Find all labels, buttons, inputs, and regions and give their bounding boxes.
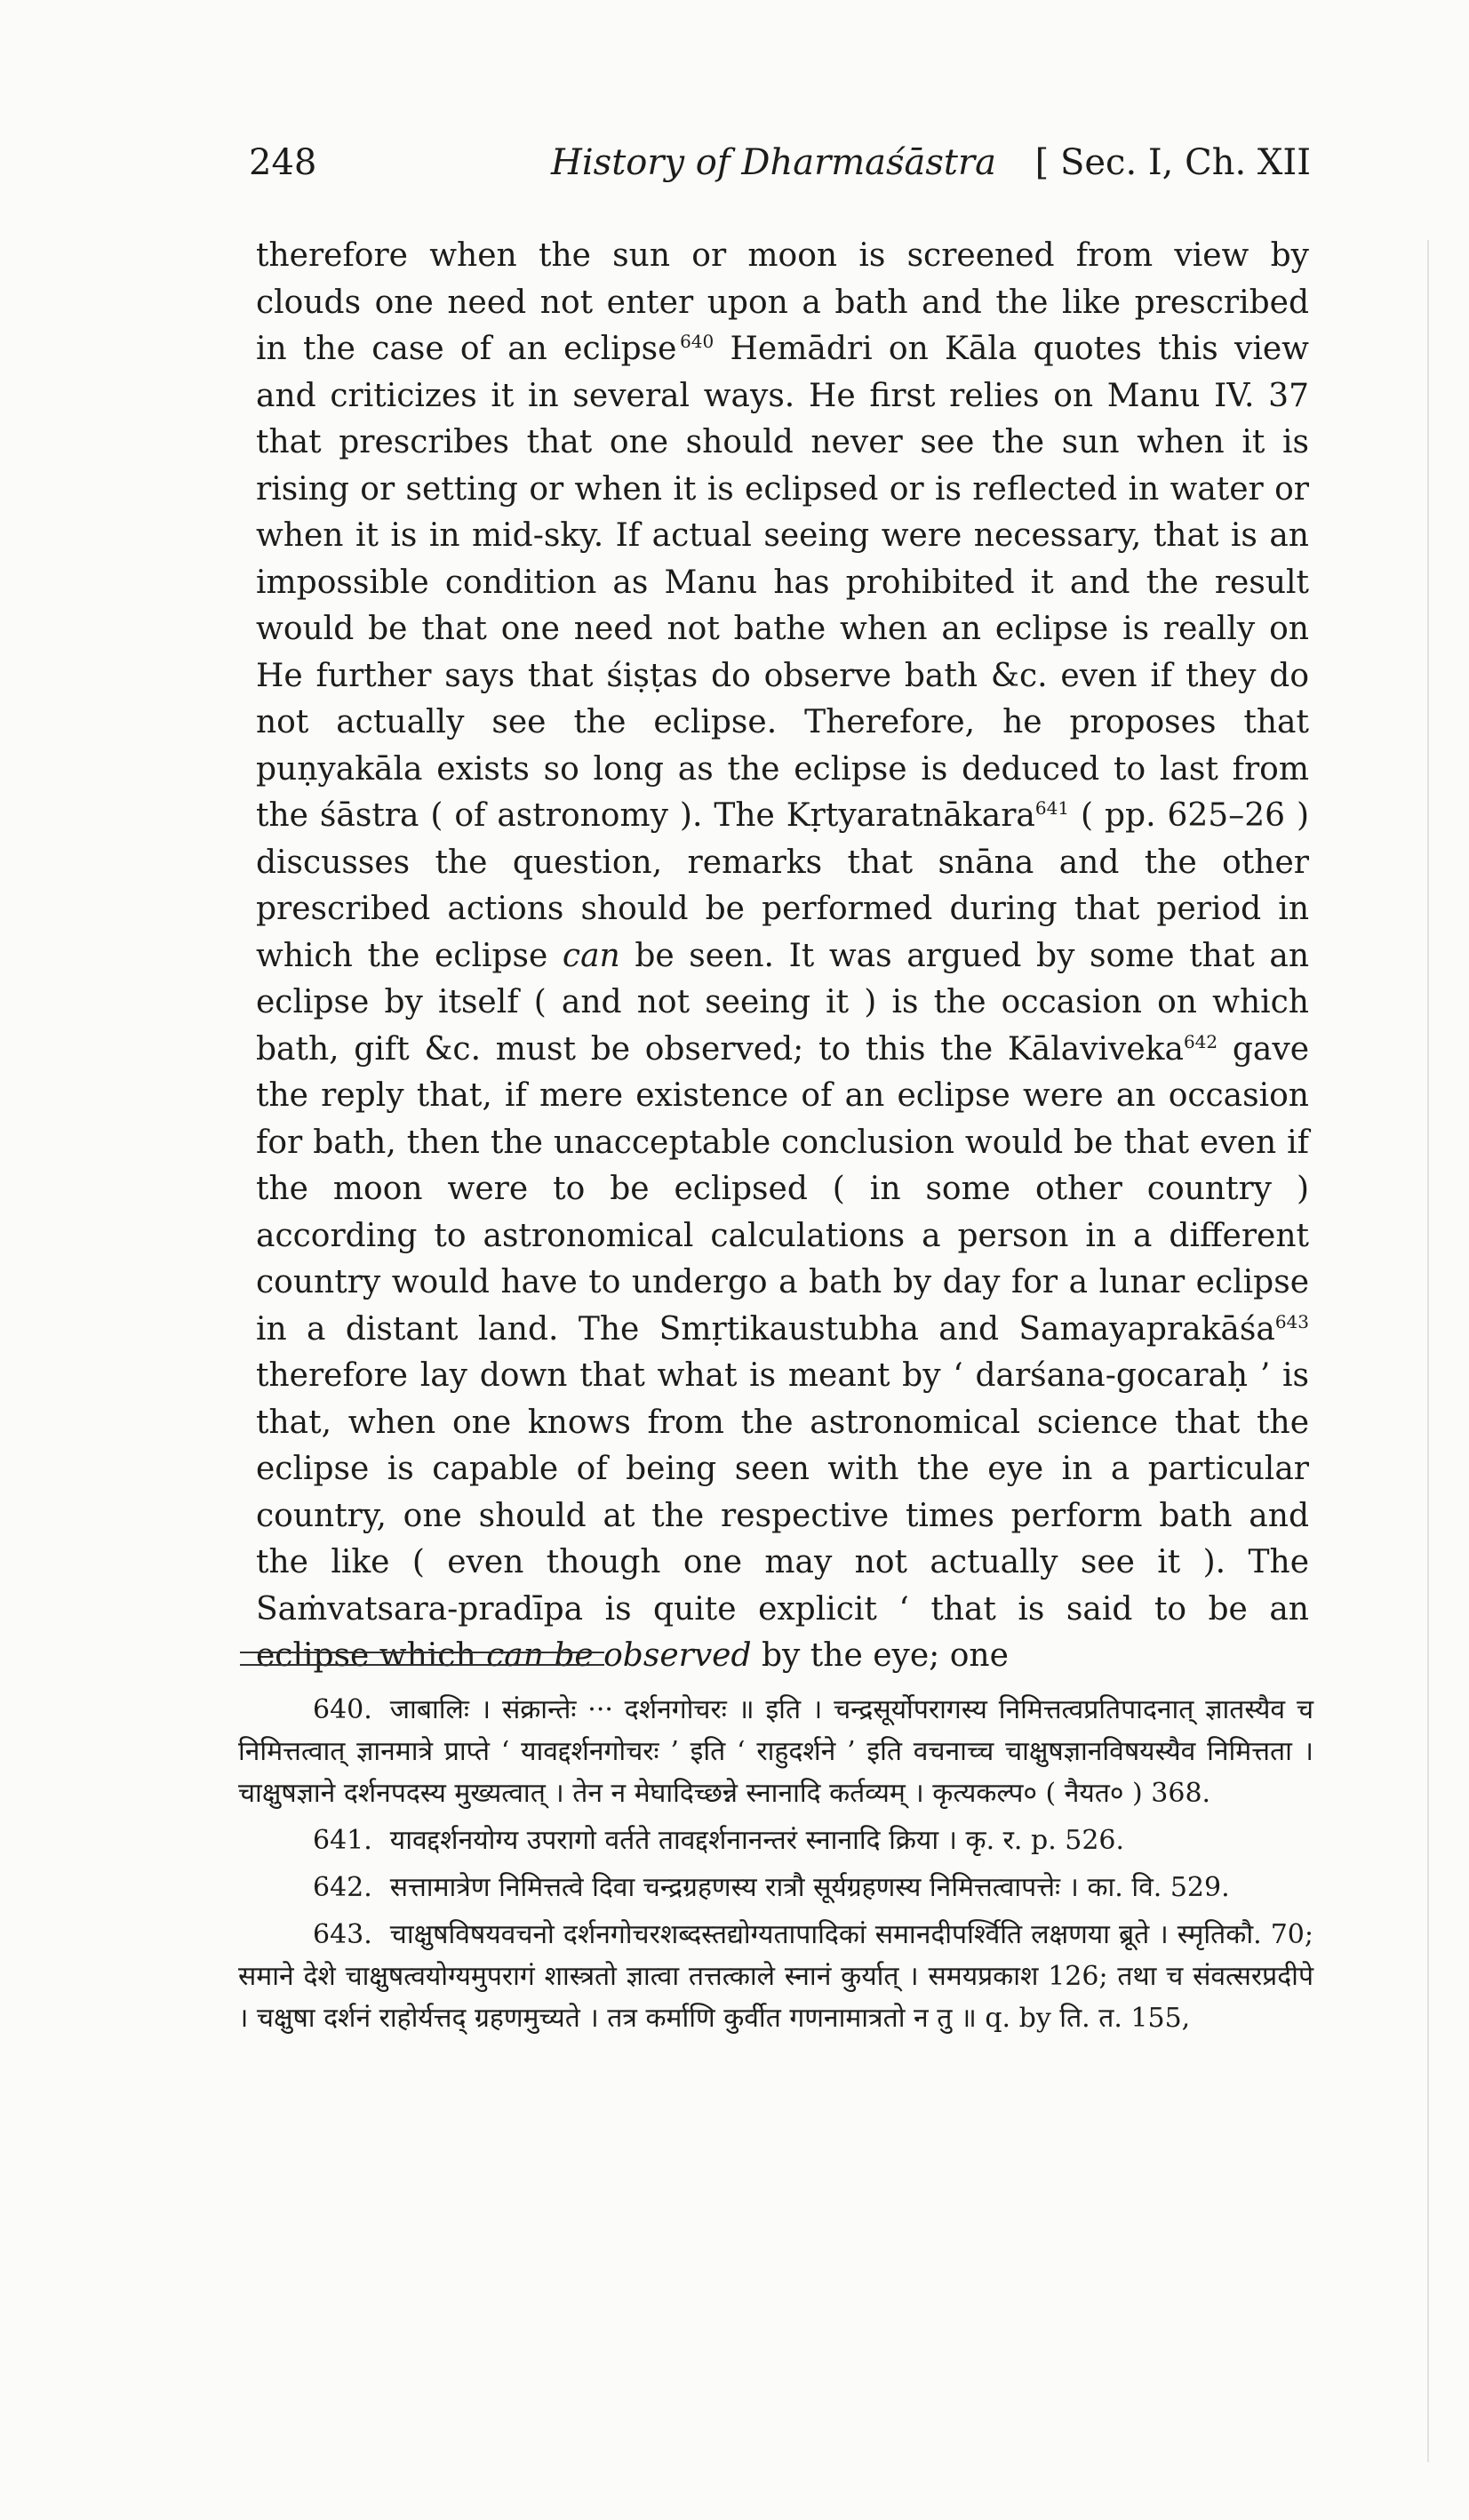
section-reference: [ Sec. I, Ch. XII <box>1034 142 1311 183</box>
text-segment: therefore lay down that what is meant by ‘ darśana-gocaraḥ ’ is that, when one knows from the astronomical science that the eclipse is capable of being seen with the eye in a particular country, one should at the respective times perform bath and the like ( even though one may not actually see it ). The Saṁvatsara-pradīpa is quite explicit ‘ that is said to be an eclipse which <box>256 1357 1309 1674</box>
footnote-text: यावद्दर्शनयोग्य उपरागो वर्तते तावद्दर्शनानन्तरं स्नानादि क्रिया । कृ. र. p. 526. <box>389 1825 1125 1856</box>
emphasis-can: can <box>562 937 620 974</box>
page-number: 248 <box>249 142 317 183</box>
footnote-642 <box>238 1867 1313 1908</box>
emphasis-can-be-observed: can be observed <box>486 1637 752 1674</box>
footnote-ref-642: 642 <box>1183 1030 1218 1052</box>
footnote-number: 641. <box>313 1825 372 1856</box>
text-segment: therefore when the sun or moon is screened from view by clouds one need not enter upon a bath and the like prescribed in the case of an eclipse <box>256 237 1309 367</box>
footnote-ref-641: 641 <box>1034 797 1070 819</box>
footnote-ref-643: 643 <box>1274 1310 1309 1332</box>
text-segment: ( pp. 625–26 ) discusses the question, remarks that snāna and the other prescribed actions should be performed during that period in which the eclipse <box>256 797 1310 974</box>
footnote-640 <box>238 1689 1313 1814</box>
footnote-number: 642. <box>313 1872 372 1903</box>
text-segment: by the eye; one <box>751 1637 1009 1674</box>
running-title: History of Dharmaśāstra <box>551 142 996 183</box>
main-paragraph <box>256 233 1309 1680</box>
footnote-641 <box>238 1820 1313 1861</box>
main-text <box>256 233 1309 1680</box>
footnote-ref-640: 640 <box>680 331 715 352</box>
footnote-643 <box>238 1914 1313 2039</box>
page-header <box>249 142 1311 196</box>
footnotes <box>238 1689 1313 2044</box>
footnote-number: 640. <box>313 1694 372 1725</box>
text-segment: be seen. It was argued by some that an eclipse by itself ( and not seeing it ) is the occasion on which bath, gift &c. must be observed; to this the Kālaviveka <box>256 937 1310 1068</box>
footnote-text: सत्तामात्रेण निमित्तत्वे दिवा चन्द्रग्रहणस्य रात्रौ सूर्यग्रहणस्य निमित्तत्वापत्तेः । का. वि. 529. <box>389 1872 1230 1903</box>
footnote-text: चाक्षुषविषयवचनो दर्शनगोचरशब्दस्तद्योग्यतापादिकां समानदीपर्श्विति लक्षणया ब्रूते । स्मृतिकौ. 70; समाने देशे चाक्षुषत्वयोग्यमुपरागं शास्त्रतो ज्ञात्वा तत्तत्काले स्नानं कुर्यात् । समयप्रकाश 126; तथा च संवत्सरप्रदीपे । चक्षुषा दर्शनं राहोर्यत्तद् ग्रहणमुच्यते । तत्र कर्माणि कुर्वीत गणनामात्रतो न तु ॥ q. by ति. त. 155, <box>238 1919 1313 2034</box>
text-segment: Hemādri on Kāla quotes this view and criticizes it in several ways. He first relies on Manu IV. 37 that prescribes that one should never see the sun when it is rising or setting or when it is eclipsed or is reflected in water or when it is in mid-sky. If actual seeing were necessary, that is an impossible condition as Manu has prohibited it and the result would be that one need not bathe when an eclipse is really on He further says that śiṣṭas do observe bath &c. even if they do not actually see the eclipse. Therefore, he proposes that puṇyakāla exists so long as the eclipse is deduced to last from the śāstra ( of astronomy ). The Kṛtyaratnākara <box>256 331 1309 834</box>
footnote-text: जाबालिः । संक्रान्तेः ··· दर्शनगोचरः ॥ इति । चन्द्रसूर्योपरागस्य निमित्तत्वप्रतिपादनात् ज्ञातस्यैव च निमित्तत्वात् ज्ञानमात्रे प्राप्ते ‘ यावद्दर्शनगोचरः ’ इति ‘ राहुदर्शने ’ इति वचनाच्च चाक्षुषज्ञानविषयस्यैव निमित्तता । चाक्षुषज्ञाने दर्शनपदस्य मुख्यत्वात् । तेन न मेघादिच्छन्ने स्नानादि कर्तव्यम् । कृत्यकल्प० ( नैयत० ) 368. <box>238 1694 1313 1809</box>
scan-edge-line <box>1427 240 1429 2462</box>
footnote-number: 643. <box>313 1919 372 1950</box>
footnote-separator <box>240 1652 604 1666</box>
text-segment: gave the reply that, if mere existence of an eclipse were an occasion for bath, then the unacceptable conclusion would be that even if the moon were to be eclipsed ( in some other country ) according to astronomical calculations a person in a different country would have to undergo a bath by day for a lunar eclipse in a distant land. The Smṛtikaustubha and Samayaprakāśa <box>256 1030 1309 1348</box>
